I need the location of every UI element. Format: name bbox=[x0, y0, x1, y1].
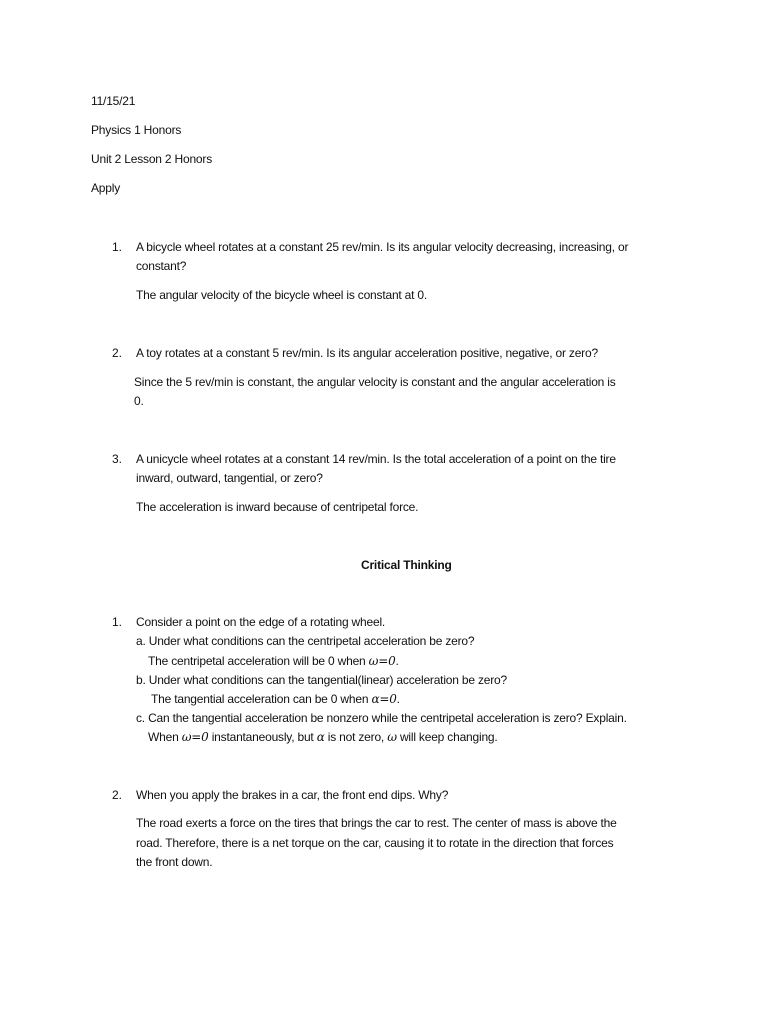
critical-q1c-math-omega: ω bbox=[387, 730, 397, 744]
critical-q1b-answer bbox=[151, 690, 400, 709]
apply-q3-text-line1: A unicycle wheel rotates at a constant 14 rev/min. Is the total acceleration of a point on the tire bbox=[136, 452, 616, 466]
critical-q1b-answer-text: The tangential acceleration can be 0 when bbox=[151, 692, 369, 706]
critical-q1c-end: will keep changing. bbox=[399, 730, 498, 744]
critical-thinking-heading: Critical Thinking bbox=[361, 558, 452, 572]
date-line: 11/15/21 bbox=[91, 94, 136, 108]
critical-q2-answer-line3: the front down. bbox=[136, 855, 213, 869]
apply-q3-answer: The acceleration is inward because of centripetal force. bbox=[136, 500, 419, 514]
apply-q1-answer: The angular velocity of the bicycle wheel is constant at 0. bbox=[136, 288, 428, 302]
apply-q3-text-line2: inward, outward, tangential, or zero? bbox=[136, 471, 323, 485]
critical-q1c-mid2: is not zero, bbox=[327, 730, 385, 744]
critical-q1c-math-omega-zero: ω=0 bbox=[181, 730, 209, 744]
lesson-line: Unit 2 Lesson 2 Honors bbox=[91, 152, 213, 166]
critical-q1c-question: c. Can the tangential acceleration be nonzero while the centripetal acceleration is zero? Explain. bbox=[136, 711, 627, 725]
course-line: Physics 1 Honors bbox=[91, 123, 182, 137]
critical-q1a-answer-suffix: . bbox=[395, 654, 399, 668]
critical-q1b-answer-math: α=0 bbox=[371, 692, 397, 706]
apply-q2-text: A toy rotates at a constant 5 rev/min. Is its angular acceleration positive, negative, or zero? bbox=[136, 346, 598, 360]
critical-q1b-answer-suffix: . bbox=[396, 692, 400, 706]
critical-q2-answer-line1: The road exerts a force on the tires that brings the car to rest. The center of mass is above the bbox=[136, 816, 617, 830]
section-label: Apply bbox=[91, 181, 121, 195]
critical-q2-question: When you apply the brakes in a car, the front end dips. Why? bbox=[136, 788, 449, 802]
critical-q1c-math-alpha: α bbox=[316, 730, 325, 744]
critical-q1-stem: Consider a point on the edge of a rotating wheel. bbox=[136, 615, 386, 629]
critical-q1c-mid: instantaneously, but bbox=[211, 730, 314, 744]
critical-q1a-answer-text: The centripetal acceleration will be 0 when bbox=[148, 654, 366, 668]
critical-q1b-question: b. Under what conditions can the tangential(linear) acceleration be zero? bbox=[136, 673, 507, 687]
critical-q1a-answer bbox=[148, 652, 399, 671]
critical-q1a-answer-math: ω=0 bbox=[368, 654, 396, 668]
critical-q1c-when: When bbox=[148, 730, 179, 744]
critical-q1-number: 1. bbox=[112, 615, 123, 629]
critical-q2-number: 2. bbox=[112, 788, 123, 802]
apply-q3-number: 3. bbox=[112, 452, 123, 466]
critical-q1c-answer bbox=[148, 728, 498, 747]
critical-q1a-question: a. Under what conditions can the centripetal acceleration be zero? bbox=[136, 634, 475, 648]
apply-q1-text-line1: A bicycle wheel rotates at a constant 25 rev/min. Is its angular velocity decreasing, increasing, or bbox=[136, 240, 629, 254]
apply-q2-answer-line2: 0. bbox=[134, 394, 144, 408]
apply-q2-answer-line1: Since the 5 rev/min is constant, the angular velocity is constant and the angular acceleration is bbox=[134, 375, 616, 389]
apply-q1-number: 1. bbox=[112, 240, 123, 254]
critical-q2-answer-line2: road. Therefore, there is a net torque on the car, causing it to rotate in the direction that forces bbox=[136, 836, 614, 850]
apply-q1-text-line2: constant? bbox=[136, 259, 187, 273]
apply-q2-number: 2. bbox=[112, 346, 123, 360]
